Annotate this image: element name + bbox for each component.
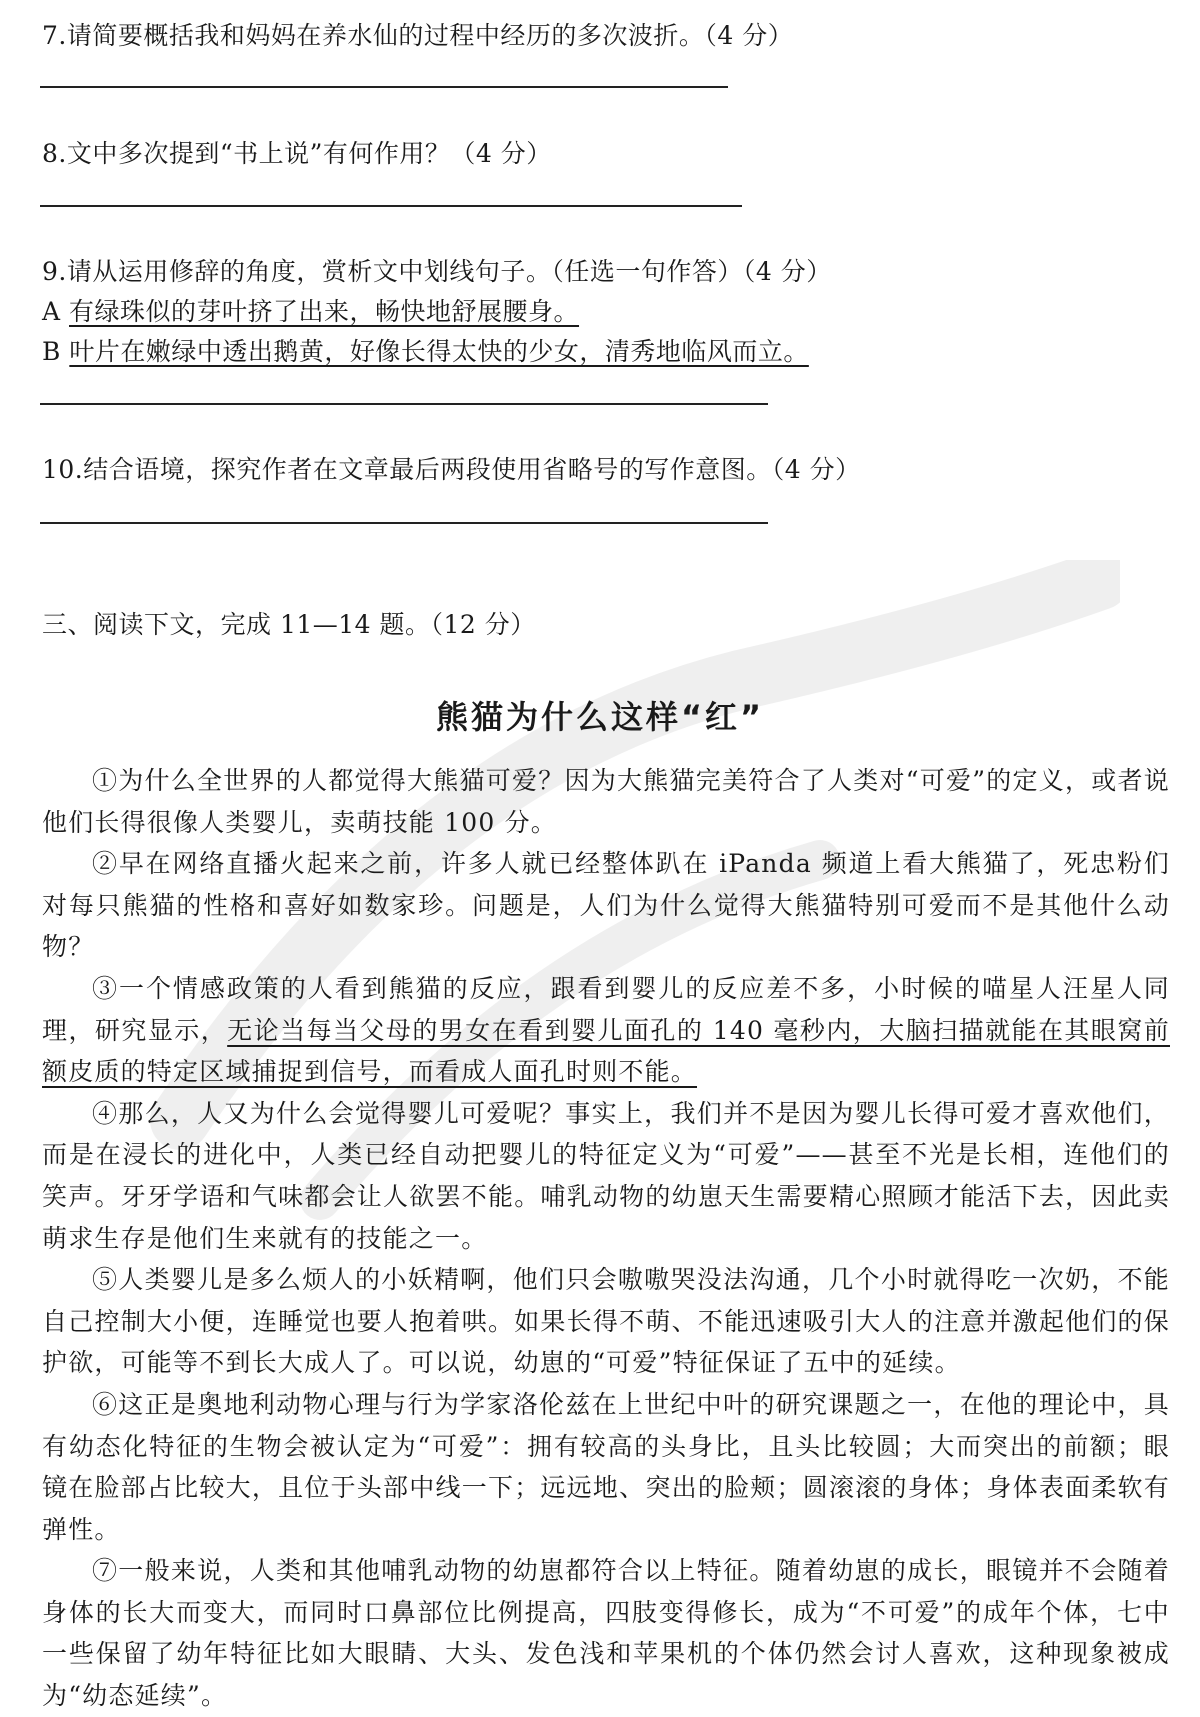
article-paragraph-7: ⑦一般来说，人类和其他哺乳动物的幼崽都符合以上特征。随着幼崽的成长，眼镜并不会随着身体的长大而变大，而同时口鼻部位比例提高，四肢变得修长，成为“不可爱”的成年个体，七中一些保留了幼年特征比如大眼睛、大头、发色浅和苹果机的个体仍然会讨人喜欢，这种现象被成为“幼态延续”。 xyxy=(42,1556,1170,1711)
option-a-letter: A xyxy=(42,297,61,326)
answer-line-9[interactable] xyxy=(40,403,768,405)
article-paragraph-1: ①为什么全世界的人都觉得大熊猫可爱？因为大熊猫完美符合了人类对“可爱”的定义，或者说他们长得很像人类婴儿，卖萌技能 100 分。 xyxy=(42,766,1170,837)
article-paragraph-5: ⑤人类婴儿是多么烦人的小妖精啊，他们只会嗷嗷哭没法沟通，几个小时就得吃一次奶，不能自己控制大小便，连睡觉也要人抱着哄。如果长得不萌、不能迅速吸引大人的注意并激起他们的保护欲，可能等不到长大成人了。可以说，幼崽的“可爱”特征保证了五中的延续。 xyxy=(42,1265,1170,1378)
article-body xyxy=(42,760,1170,1717)
article-paragraph-3 xyxy=(42,968,1170,1093)
article-paragraph-6: ⑥这正是奥地利动物心理与行为学家洛伦兹在上世纪中叶的研究课题之一，在他的理论中，具有幼态化特征的生物会被认定为“可爱”：拥有较高的头身比，且头比较圆；大而突出的前额；眼镜在脸部占比较大，且位于头部中线一下；远远地、突出的脸颊；圆滚滚的身体；身体表面柔软有弹性。 xyxy=(42,1389,1170,1544)
question-9-option-a xyxy=(42,295,579,329)
question-8: 8.文中多次提到“书上说”有何作用？（4 分） xyxy=(42,139,552,168)
article-paragraph-2: ②早在网络直播火起来之前，许多人就已经整体趴在 iPanda 频道上看大熊猫了，死忠粉们对每只熊猫的性格和喜好如数家珍。问题是，人们为什么觉得大熊猫特别可爱而不是其他什么动物？ xyxy=(42,849,1170,962)
question-10: 10.结合语境，探究作者在文章最后两段使用省略号的写作意图。（4 分） xyxy=(42,455,861,484)
answer-line-10[interactable] xyxy=(40,522,768,524)
option-b-letter: B xyxy=(42,337,61,366)
paragraph-3-underlined-sentence: 无论当每当父母的男女在看到婴儿面孔的 140 毫秒内，大脑扫描就能在其眼窝前额皮质的特定区域捕捉到信号，而看成人面孔时则不能。 xyxy=(42,1015,1170,1087)
section-heading: 三、阅读下文，完成 11—14 题。（12 分） xyxy=(42,610,536,639)
option-b-underlined-sentence: 叶片在嫩绿中透出鹅黄，好像长得太快的少女，清秀地临风而立。 xyxy=(69,337,809,366)
question-9-option-b xyxy=(42,335,809,369)
article-paragraph-4: ④那么，人又为什么会觉得婴儿可爱呢？事实上，我们并不是因为婴儿长得可爱才喜欢他们，而是在浸长的进化中，人类已经自动把婴儿的特征定义为“可爱”——甚至不光是长相，连他们的笑声。牙牙学语和气味都会让人欲罢不能。哺乳动物的幼崽天生需要精心照顾才能活下去，因此卖萌求生存是他们生来就有的技能之一。 xyxy=(42,1098,1170,1253)
answer-line-8[interactable] xyxy=(40,205,742,207)
question-9: 9.请从运用修辞的角度，赏析文中划线句子。（任选一句作答）（4 分） xyxy=(42,257,832,286)
paragraph-3-lead: ③一个情感政策的人看到熊猫的反应，跟看到婴儿的反应差不多，小时候的喵星人汪星人同理，研究显示， xyxy=(42,973,1170,1045)
article-title: 熊猫为什么这样“红” xyxy=(435,698,765,736)
answer-line-7[interactable] xyxy=(40,86,728,88)
option-a-underlined-sentence: 有绿珠似的芽叶挤了出来，畅快地舒展腰身。 xyxy=(69,297,580,326)
question-7: 7.请简要概括我和妈妈在养水仙的过程中经历的多次波折。（4 分） xyxy=(42,21,794,50)
